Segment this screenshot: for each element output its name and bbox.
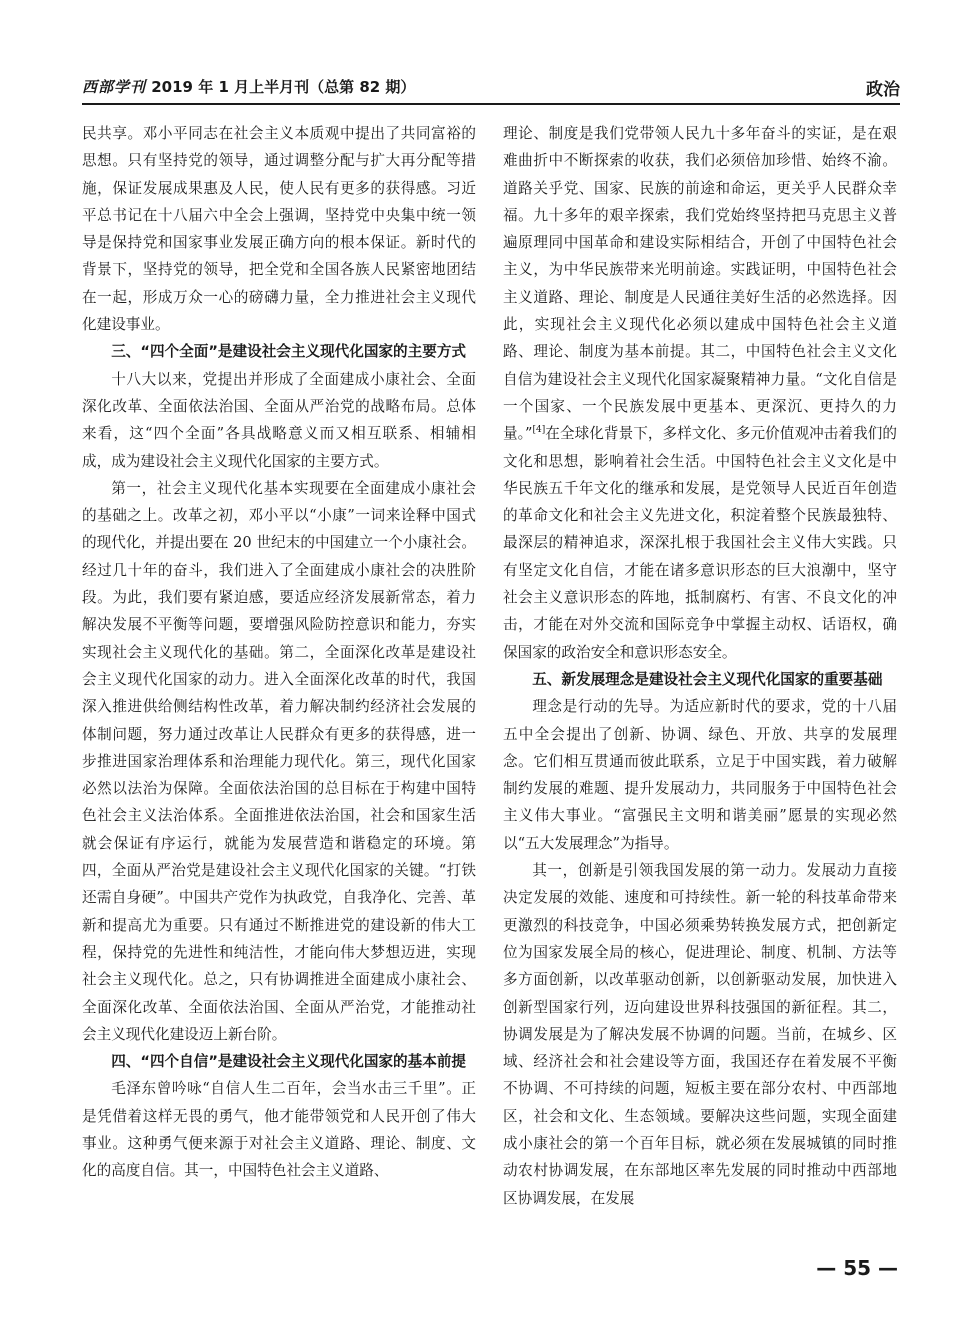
left-column — [82, 120, 476, 1185]
paragraph — [503, 120, 897, 666]
running-header — [82, 70, 900, 100]
paragraph: 毛泽东曾吟咏“自信人生二百年，会当水击三千里”。正是凭借着这样无畏的勇气，他才能带领党和人民开创了伟大事业。这种勇气便来源于对社会主义道路、理论、制度、文化的高度自信。其一，中国特色社会主义道路、 — [82, 1080, 476, 1180]
paragraph: 十八大以来，党提出并形成了全面建成小康社会、全面深化改革、全面依法治国、全面从严治党的战略布局。总体来看，这“四个全面”各具战略意义而又相互联系、相辅相成，成为建设社会主义现代化国家的主要方式。 — [82, 370, 476, 470]
right-column — [503, 120, 897, 1212]
citation-ref: [4] — [532, 425, 546, 436]
paragraph: 民共享。邓小平同志在社会主义本质观中提出了共同富裕的思想。只有坚持党的领导，通过调整分配与扩大再分配等措施，保证发展成果惠及人民，使人民有更多的获得感。习近平总书记在十八届六中全会上强调，坚持党中央集中统一领导是保持党和国家事业发展正确方向的根本保证。新时代的背景下，坚持党的领导，把全党和全国各族人民紧密地团结在一起，形成万众一心的磅礴力量，全力推进社会主义现代化建设事业。 — [82, 125, 476, 334]
header-rule — [82, 103, 900, 105]
paragraph-text: 在全球化背景下，多样文化、多元价值观冲击着我们的文化和思想，影响着社会生活。中国特色社会主义文化是中华民族五千年文化的继承和发展，是党领导人民近百年创造的革命文化和社会主义先进文化，积淀着整个民族最独特、最深层的精神追求，深深扎根于我国社会主义伟大实践。只有坚定文化自信，才能在诸多意识形态的巨大浪潮中，坚守社会主义意识形态的阵地，抵制腐朽、有害、不良文化的冲击，才能在对外交流和国际竞争中掌握主动权、话语权，确保国家的政治安全和意识形态安全。 — [503, 425, 897, 661]
issue-info: 2019 年 1 月上半月刊（总第 82 期） — [151, 78, 416, 96]
header-journal-info — [82, 76, 415, 97]
section-heading: 三、“四个全面”是建设社会主义现代化国家的主要方式 — [111, 343, 467, 361]
section-heading: 五、新发展理念是建设社会主义现代化国家的重要基础 — [532, 670, 883, 688]
section-label: 政治 — [866, 80, 900, 100]
journal-name: 西部学刊 — [82, 78, 147, 96]
paragraph: 其一，创新是引领我国发展的第一动力。发展动力直接决定发展的效能、速度和可持续性。新一轮的科技革命带来更激烈的科技竞争，中国必须乘势转换发展方式，把创新定位为国家发展全局的核心，促进理论、制度、机制、方法等多方面创新，以改革驱动创新，以创新驱动发展，加快进入创新型国家行列，迈向建设世界科技强国的新征程。其二，协调发展是为了解决发展不协调的问题。当前，在城乡、区域、经济社会和社会建设等方面，我国还存在着发展不平衡不协调、不可持续的问题，短板主要在部分农村、中西部地区，社会和文化、生态领域。要解决这些问题，实现全面建成小康社会的第一个百年目标，就必须在发展城镇的同时推动农村协调发展，在东部地区率先发展的同时推动中西部地区协调发展，在发展 — [503, 862, 897, 1207]
paragraph-text: 理论、制度是我们党带领人民九十多年奋斗的实证，是在艰难曲折中不断探索的收获，我们必须倍加珍惜、始终不渝。道路关乎党、国家、民族的前途和命运，更关乎人民群众幸福。九十多年的艰辛探索，我们党始终坚持把马克思主义普遍原理同中国革命和建设实际相结合，开创了中国特色社会主义，为中华民族带来光明前途。实践证明，中国特色社会主义道路、理论、制度是人民通往美好生活的必然选择。因此，实现社会主义现代化必须以建成中国特色社会主义道路、理论、制度为基本前提。其二，中国特色社会主义文化自信为建设社会主义现代化国家凝聚精神力量。“文化自信是一个国家、一个民族发展中更基本、更深沉、更持久的力量。” — [503, 125, 897, 443]
paragraph: 理念是行动的先导。为适应新时代的要求，党的十八届五中全会提出了创新、协调、绿色、开放、共享的发展理念。它们相互贯通而彼此联系，立足于中国实践，着力破解制约发展的难题、提升发展动力，共同服务于中国特色社会主义伟大事业。“富强民主文明和谐美丽”愿景的实现必然以“五大发展理念”为指导。 — [503, 698, 897, 852]
section-heading: 四、“四个自信”是建设社会主义现代化国家的基本前提 — [111, 1053, 467, 1071]
page-number: — 55 — — [816, 1256, 898, 1280]
paragraph: 第一，社会主义现代化基本实现要在全面建成小康社会的基础之上。改革之初，邓小平以“小康”一词来诠释中国式的现代化，并提出要在 20 世纪末的中国建立一个小康社会。经过几十年的奋斗，我们进入了全面建成小康社会的决胜阶段。为此，我们要有紧迫感，要适应经济发展新常态，着力解决发展不平衡等问题，要增强风险防控意识和能力，夯实实现社会主义现代化的基础。第二，全面深化改革是建设社会主义现代化国家的动力。进入全面深化改革的时代，我国深入推进供给侧结构性改革，着力解决制约经济社会发展的体制问题，努力通过改革让人民群众有更多的获得感，进一步推进国家治理体系和治理能力现代化。第三，现代化国家必然以法治为保障。全面依法治国的总目标在于构建中国特色社会主义法治体系。全面推进依法治国，社会和国家生活就会保证有序运行，就能为发展营造和谐稳定的环境。第四，全面从严治党是建设社会主义现代化国家的关键。“打铁还需自身硬”。中国共产党作为执政党，自我净化、完善、革新和提高尤为重要。只有通过不断推进党的建设新的伟大工程，保持党的先进性和纯洁性，才能向伟大梦想迈进，实现社会主义现代化。总之，只有协调推进全面建成小康社会、全面深化改革、全面依法治国、全面从严治党，才能推动社会主义现代化建设迈上新台阶。 — [82, 479, 476, 1043]
